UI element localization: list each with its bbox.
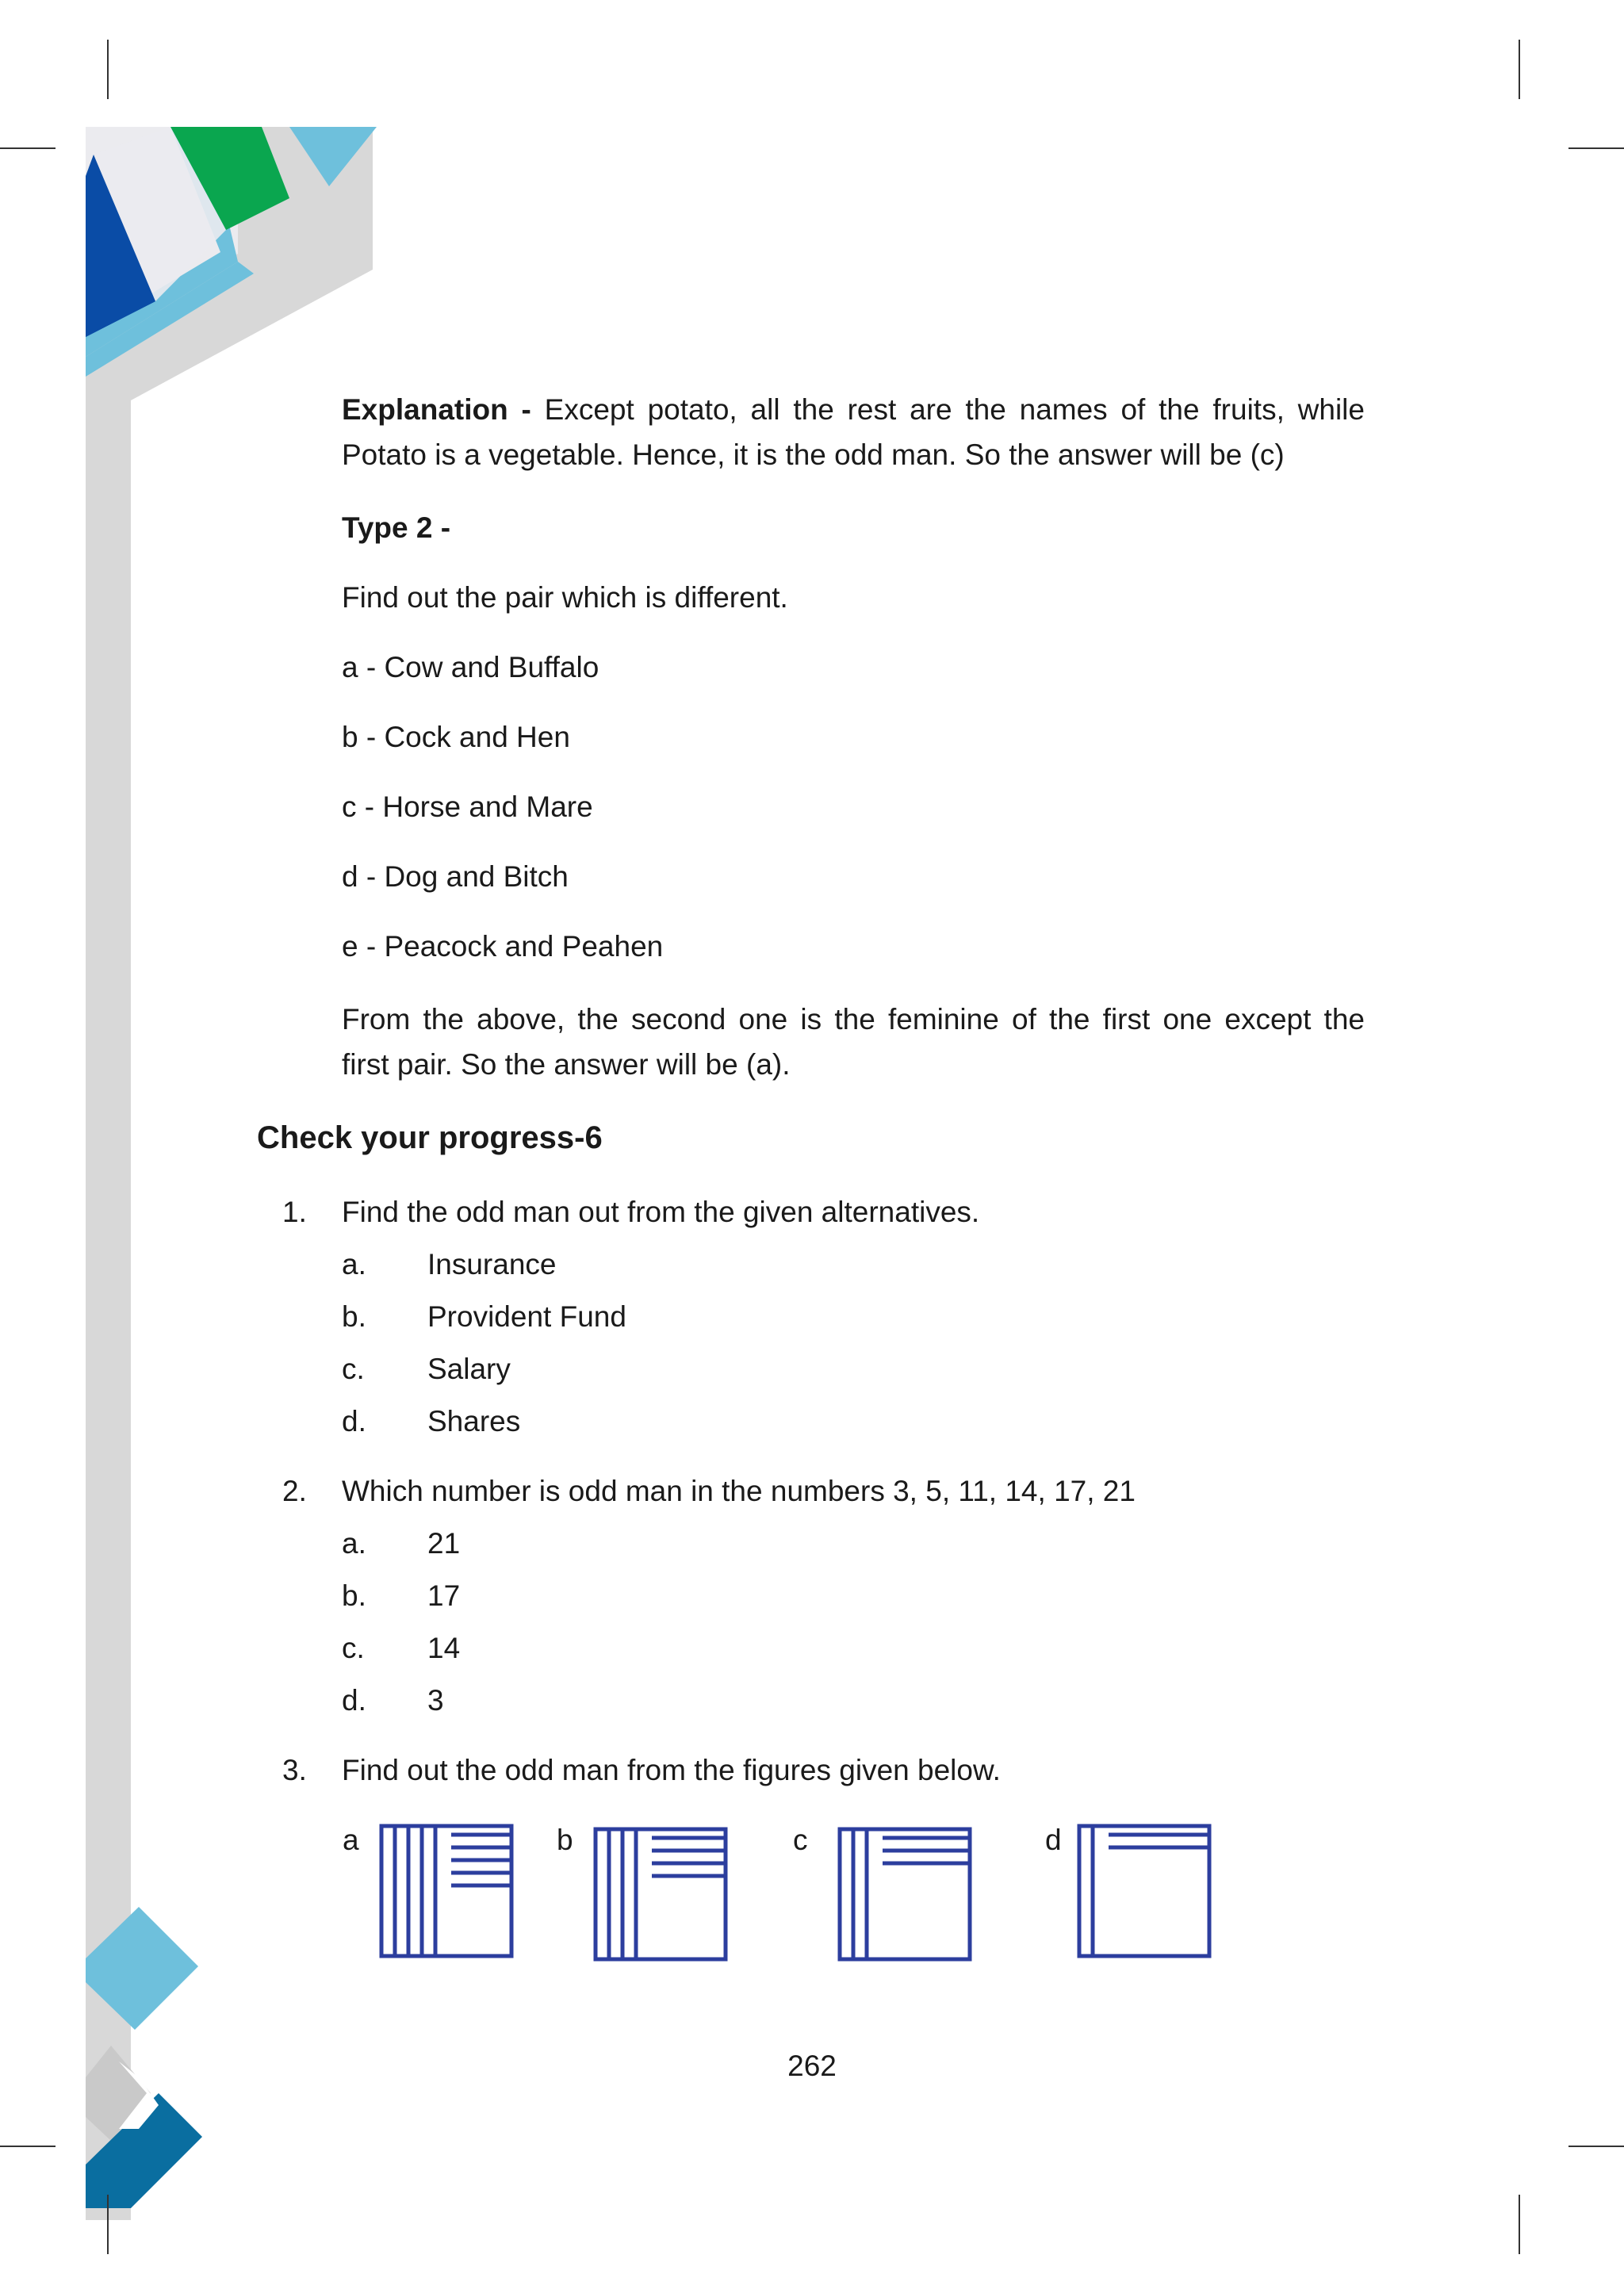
page-number: 262 (787, 2050, 837, 2082)
crop-mark (0, 2146, 56, 2147)
figure-a (379, 1824, 514, 1958)
option-text: 21 (427, 1527, 461, 1560)
question-number: 1. (282, 1196, 307, 1228)
crop-mark (1519, 40, 1520, 99)
question-number: 3. (282, 1754, 307, 1786)
figure-label: a (343, 1824, 359, 1856)
option-label: a. (342, 1527, 366, 1560)
crop-mark (107, 2195, 109, 2254)
figure-label: b (557, 1824, 573, 1856)
question-text: Find out the odd man from the figures given below. (342, 1754, 1001, 1786)
type2-option: a - Cow and Buffalo (342, 651, 599, 683)
check-progress-heading: Check your progress-6 (257, 1120, 603, 1155)
question-text: Which number is odd man in the numbers 3, 5, 11, 14, 17, 21 (342, 1475, 1136, 1507)
conclusion-line-1: From the above, the second one is the feminine of the first one except the (342, 1003, 1365, 1035)
option-label: b. (342, 1579, 366, 1612)
option-label: d. (342, 1405, 366, 1437)
explanation-label: Explanation - (342, 393, 531, 426)
question-number: 2. (282, 1475, 307, 1507)
crop-mark (0, 147, 56, 149)
conclusion-line-2: first pair. So the answer will be (a). (342, 1048, 791, 1081)
type2-option: d - Dog and Bitch (342, 860, 569, 893)
option-text: Insurance (427, 1248, 557, 1280)
crop-mark (1568, 147, 1624, 149)
figure-d (1077, 1824, 1212, 1958)
option-label: b. (342, 1300, 366, 1333)
explanation-line-1: Explanation - Except potato, all the rest are the names of the fruits, while (342, 393, 1365, 426)
option-text: 3 (427, 1684, 444, 1717)
option-text: Provident Fund (427, 1300, 626, 1333)
type2-heading: Type 2 - (342, 511, 451, 544)
crop-mark (107, 40, 109, 99)
explanation-paragraph (342, 387, 1365, 477)
option-text: 17 (427, 1579, 461, 1612)
option-text: 14 (427, 1632, 461, 1664)
type2-conclusion (342, 997, 1365, 1087)
question-text: Find the odd man out from the given alternatives. (342, 1196, 980, 1228)
figure-label: d (1045, 1824, 1062, 1856)
figure-c (837, 1827, 972, 1962)
type2-option: b - Cock and Hen (342, 721, 570, 753)
option-label: c. (342, 1353, 365, 1385)
crop-mark (1519, 2195, 1520, 2254)
type2-option: c - Horse and Mare (342, 790, 593, 823)
explanation-line-2: Potato is a vegetable. Hence, it is the odd man. So the answer will be (c) (342, 438, 1285, 471)
type2-instruction: Find out the pair which is different. (342, 581, 788, 614)
option-text: Salary (427, 1353, 511, 1385)
option-text: Shares (427, 1405, 521, 1437)
option-label: c. (342, 1632, 365, 1664)
option-label: a. (342, 1248, 366, 1280)
figure-label: c (793, 1824, 808, 1856)
option-label: d. (342, 1684, 366, 1717)
crop-mark (1568, 2146, 1624, 2147)
figure-b (593, 1827, 728, 1962)
type2-option: e - Peacock and Peahen (342, 930, 664, 963)
